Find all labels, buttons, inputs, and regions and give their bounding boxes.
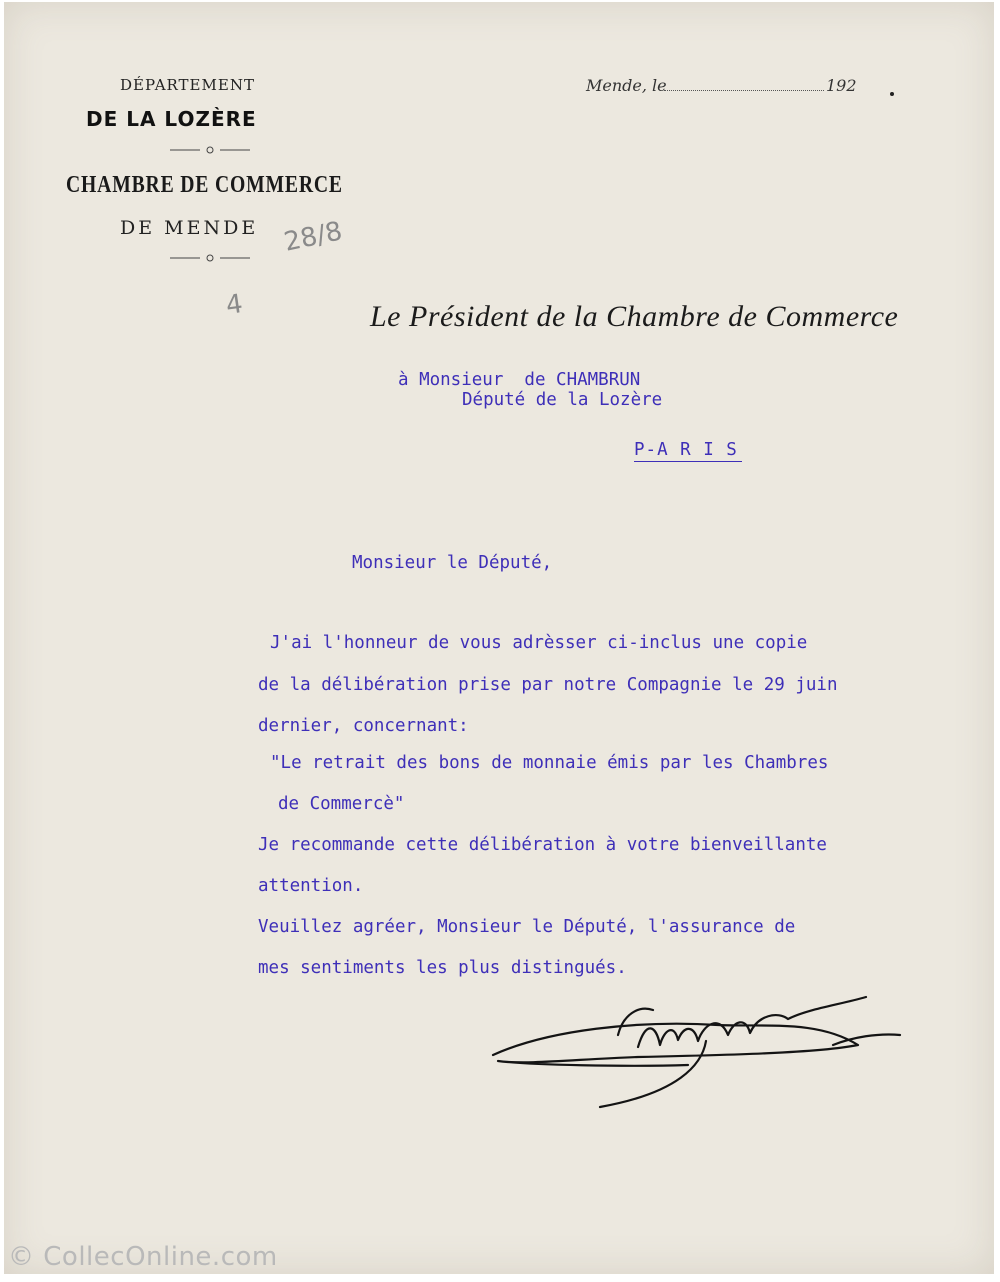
recipient-title: Député de la Lozère [462,390,663,410]
body-line: dernier, concernant: [258,716,469,736]
department-name: DE LA LOZÈRE [86,107,257,131]
salutation: Monsieur le Député, [352,553,553,573]
date-dotted-line [664,90,824,91]
recipient-name: à Monsieur de CHAMBRUN [398,370,641,390]
organization-name: CHAMBRE DE COMMERCE [66,172,343,198]
ornament-divider-icon [170,146,250,154]
body-line: Je recommande cette délibération à votre bienveillante [258,835,827,855]
quote-line: de Commercè" [278,794,405,814]
quote-line: "Le retrait des bons de monnaie émis par les Chambres [270,753,829,773]
pencil-date-note: 28/8 [281,216,345,258]
city-underline [634,461,742,462]
body-line: J'ai l'honneur de vous adrèsser ci-inclus une copie [270,633,808,653]
body-line: attention. [258,876,364,896]
handwritten-signature [488,975,908,1115]
ornament-divider-icon [170,254,250,262]
sender-title: Le Président de la Chambre de Commerce [370,300,899,333]
dateline-year: 192 [826,76,857,95]
body-line: Veuillez agréer, Monsieur le Député, l'assurance de [258,917,796,937]
department-label: DÉPARTEMENT [120,76,255,94]
period-mark [890,92,894,96]
dateline-place: Mende, le [586,76,667,95]
recipient-city: P-A R I S [634,440,738,460]
watermark-text: © CollecOnline.com [8,1242,278,1272]
organization-city: DE MENDE [120,217,259,239]
body-line: mes sentiments les plus distingués. [258,958,627,978]
body-line: de la délibération prise par notre Compagnie le 29 juin [258,675,838,695]
pencil-number-note: 4 [223,288,245,322]
